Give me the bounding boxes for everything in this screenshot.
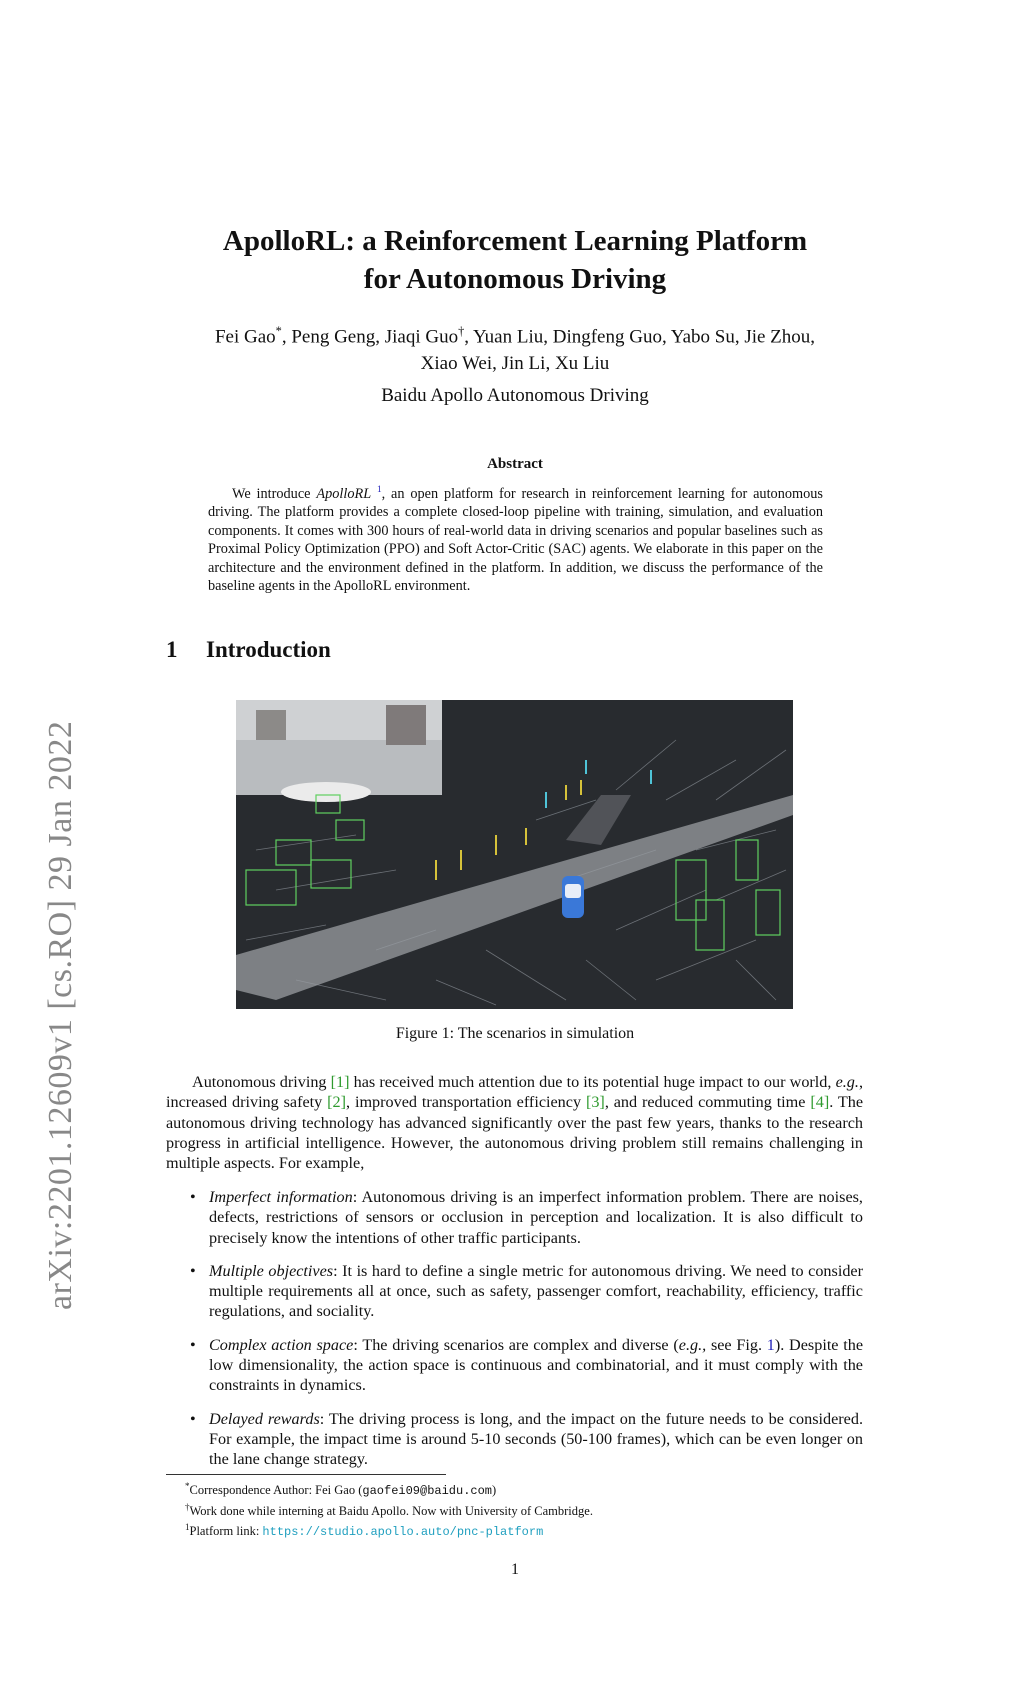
intro-text: has received much attention due to its potential huge impact to our world, <box>349 1073 836 1091</box>
footnote-mark: * <box>185 1481 190 1491</box>
citation-link[interactable]: [4] <box>810 1093 830 1112</box>
author-names: , Yuan Liu, Dingfeng Guo, Yabo Su, Jie Zhou, <box>464 326 816 348</box>
author-mark: * <box>275 324 282 338</box>
citation-link[interactable]: [1] <box>330 1073 350 1091</box>
intro-text: , increased driving safety <box>166 1073 863 1112</box>
footnote-1 <box>185 1478 885 1499</box>
abstract-text: We introduce <box>232 485 317 502</box>
abstract-text: , an open platform for research in reinforcement learning for autonomous driving. The platform provides a complete closed-loop pipeline with training, simulation, and evaluation components. It comes with 300 hours of real-world data in driving scenarios and popular baselines such as Proximal Policy Optimization (PPO) and Soft Actor-Critic (SAC) agents. We elaborate in this paper on the architecture and the environment defined in the platform. In addition, we discuss the performance of the baseline agents in the ApolloRL environment. <box>208 485 823 595</box>
intro-paragraph <box>166 1072 863 1173</box>
list-item <box>166 1409 863 1470</box>
platform-name: ApolloRL <box>316 485 372 502</box>
camera-car-hood <box>281 782 371 802</box>
paper-title <box>140 222 890 298</box>
abstract-heading: Abstract <box>487 456 543 472</box>
section-heading <box>166 637 331 663</box>
intro-text: , improved transportation efficiency <box>346 1093 586 1112</box>
footnote-3 <box>185 1519 885 1540</box>
bullet-text: : Autonomous driving is an imperfect information problem. There are noises, defects, restrictions of sensors or occlusion in perception and localization. It is also difficult to precisely know the intentions of other traffic participants. <box>209 1188 863 1247</box>
citation-link[interactable]: [2] <box>327 1093 347 1112</box>
authors-line-1 <box>140 318 890 350</box>
challenges-list <box>166 1187 863 1483</box>
figure-ref-link[interactable]: 1 <box>766 1335 775 1354</box>
intro-text: e.g. <box>835 1073 859 1091</box>
bullet-text: ). Despite the low dimensionality, the action space is continuous and combinatorial, and it must comply with the constraints in dynamics. <box>209 1335 864 1395</box>
footnote-text: Correspondence Author: Fei Gao ( <box>189 1483 363 1498</box>
simulation-render <box>236 700 793 1009</box>
citation-link[interactable]: [3] <box>585 1093 605 1112</box>
title-line-2: for Autonomous Driving <box>363 263 667 295</box>
footnote-ref[interactable]: 1 <box>376 485 382 495</box>
title-line-1: ApolloRL: a Reinforcement Learning Platform <box>222 225 808 257</box>
figure-caption: Figure 1: The scenarios in simulation <box>395 1025 635 1042</box>
list-item <box>166 1261 863 1322</box>
footnote-divider <box>166 1474 446 1475</box>
abstract-body <box>208 481 823 596</box>
footnote-mark: 1 <box>185 1522 190 1533</box>
section-title: Introduction <box>206 637 331 662</box>
intro-text: , and reduced commuting time <box>604 1093 811 1112</box>
camera-building <box>386 705 426 745</box>
authors-line-2: Xiao Wei, Jin Li, Xu Liu <box>420 353 610 375</box>
platform-link[interactable]: https://studio.apollo.auto/pnc-platform <box>262 1525 544 1540</box>
bullet-text: e.g., <box>678 1335 707 1354</box>
page-number: 1 <box>511 1561 519 1578</box>
intro-text: . The autonomous driving technology has advanced significantly over the past few years, thanks to the research progress in artificial intelligence. However, the autonomous driving problem still remains challenging in multiple aspects. For example, <box>166 1093 864 1173</box>
list-item <box>166 1335 863 1396</box>
author-list <box>140 318 890 377</box>
ego-vehicle-roof <box>565 884 581 898</box>
author-names: , Peng Geng, Jiaqi Guo <box>281 326 459 348</box>
author-mark: † <box>458 324 465 338</box>
bullet-term: Multiple objectives <box>209 1261 334 1280</box>
bullet-text: : It is hard to define a single metric for autonomous driving. We need to consider multiple requirements all at once, such as safety, passenger comfort, reachability, efficiency, traffic regulations, and sociality. <box>209 1261 863 1321</box>
footnotes <box>185 1478 885 1540</box>
arxiv-identifier: arXiv:2201.12609v1 [cs.RO] 29 Jan 2022 <box>42 720 79 1310</box>
bullet-term: Delayed rewards <box>209 1409 320 1428</box>
bullet-term: Complex action space <box>209 1335 354 1354</box>
bullet-text: : The driving process is long, and the impact on the future needs to be considered. For example, the impact time is around 5-10 seconds (50-100 frames), which can be even longer on the lane change strategy. <box>209 1409 863 1469</box>
footnote-text: ) <box>492 1483 497 1498</box>
footnote-2 <box>185 1499 885 1519</box>
author-name: Fei Gao <box>214 326 276 348</box>
figure-1-simulation-image <box>236 700 793 1009</box>
footnote-mark: † <box>185 1502 190 1513</box>
affiliation: Baidu Apollo Autonomous Driving <box>381 385 649 406</box>
footnote-text: Platform link: <box>189 1524 263 1539</box>
camera-building <box>256 710 286 740</box>
author-email[interactable]: gaofei09@baidu.com <box>362 1484 493 1499</box>
bullet-text: : The driving scenarios are complex and diverse ( <box>353 1335 679 1354</box>
bullet-term: Imperfect information <box>209 1188 353 1206</box>
footnote-text: Work done while interning at Baidu Apollo. Now with University of Cambridge. <box>189 1504 593 1519</box>
list-item <box>166 1187 863 1248</box>
intro-text: Autonomous driving <box>192 1073 331 1091</box>
section-number: 1 <box>166 637 178 662</box>
bullet-text: see Fig. <box>706 1335 767 1354</box>
